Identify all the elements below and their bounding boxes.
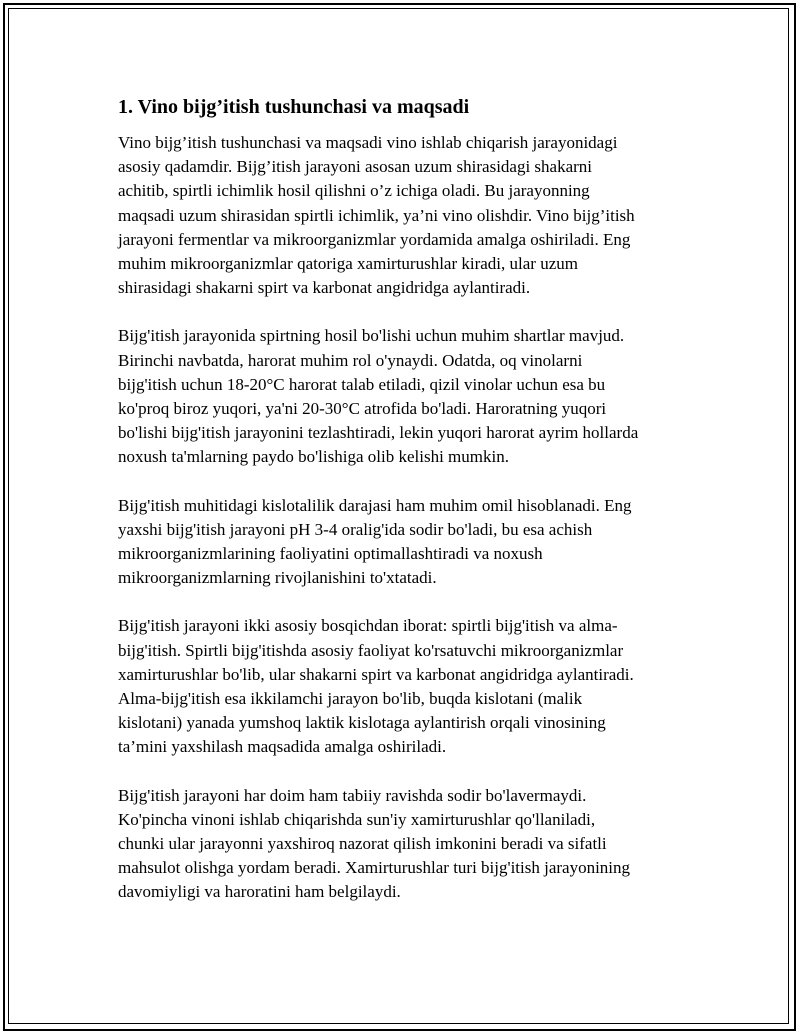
paragraph-line: Bijg'itish jarayoni ikki asosiy bosqichdan iborat: spirtli bijg'itish va alma-	[118, 616, 618, 636]
paragraph-line: Alma-bijg'itish esa ikkilamchi jarayon bo'lib, buqda kislotani (malik	[118, 689, 583, 709]
paragraph-3	[118, 494, 698, 591]
paragraph-line: maqsadi uzum shirasidan spirtli ichimlik, ya’ni vino olishdir. Vino bijg’itish	[118, 205, 635, 225]
paragraph-line: noxush ta'mlarning paydo bo'lishiga olib kelishi mumkin.	[118, 447, 509, 467]
paragraph-1	[118, 131, 698, 300]
paragraph-line: yaxshi bijg'itish jarayoni pH 3-4 oralig'ida sodir bo'ladi, bu esa achish	[118, 519, 593, 539]
paragraph-line: achitib, spirtli ichimlik hosil qilishni o’z ichiga oladi. Bu jarayonning	[118, 181, 590, 201]
paragraph-line: ta’mini yaxshilash maqsadida amalga oshiriladi.	[118, 737, 447, 757]
paragraph-line: muhim mikroorganizmlar qatoriga xamirturushlar kiradi, ular uzum	[118, 254, 578, 274]
paragraph-line: bo'lishi bijg'itish jarayonini tezlashtiradi, lekin yuqori harorat ayrim hollarda	[118, 423, 639, 443]
paragraph-line: Ko'pincha vinoni ishlab chiqarishda sun'iy xamirturushlar qo'llaniladi,	[118, 809, 596, 829]
paragraph-line: Bijg'itish jarayoni har doim ham tabiiy ravishda sodir bo'lavermaydi.	[118, 785, 587, 805]
paragraph-line: chunki ular jarayonni yaxshiroq nazorat qilish imkonini beradi va sifatli	[118, 834, 607, 854]
paragraph-5	[118, 784, 698, 905]
section-heading: 1. Vino bijg’itish tushunchasi va maqsadi	[118, 96, 470, 118]
paragraph-line: Bijg'itish jarayonida spirtning hosil bo'lishi uchun muhim shartlar mavjud.	[118, 326, 625, 346]
document-body	[118, 93, 698, 929]
paragraph-line: mahsulot olishga yordam beradi. Xamirturushlar turi bijg'itish jarayonining	[118, 858, 631, 878]
paragraph-line: xamirturushlar bo'lib, ular shakarni spirt va karbonat angidridga aylantiradi.	[118, 664, 634, 684]
paragraph-4	[118, 614, 698, 759]
paragraph-line: davomiyligi va haroratini ham belgilaydi.	[118, 882, 401, 902]
paragraph-line: bijg'itish. Spirtli bijg'itishda asosiy faoliyat ko'rsatuvchi mikroorganizmlar	[118, 640, 624, 660]
paragraph-line: shirasidagi shakarni spirt va karbonat angidridga aylantiradi.	[118, 278, 531, 298]
paragraph-line: Vino bijg’itish tushunchasi va maqsadi vino ishlab chiqarish jarayonidagi	[118, 133, 618, 152]
paragraph-line: ko'proq biroz yuqori, ya'ni 20-30°C atrofida bo'ladi. Haroratning yuqori	[118, 399, 607, 419]
paragraph-line: Birinchi navbatda, harorat muhim rol o'ynaydi. Odatda, oq vinolarni	[118, 350, 583, 370]
paragraph-line: mikroorganizmlarning rivojlanishini to'xtatadi.	[118, 568, 437, 588]
paragraph-line: bijg'itish uchun 18-20°C harorat talab etiladi, qizil vinolar uchun esa bu	[118, 374, 606, 394]
paragraph-line: Bijg'itish muhitidagi kislotalilik darajasi ham muhim omil hisoblanadi. Eng	[118, 495, 632, 515]
paragraph-line: jarayoni fermentlar va mikroorganizmlar yordamida amalga oshiriladi. Eng	[118, 229, 631, 249]
paragraph-line: asosiy qadamdir. Bijg’itish jarayoni asosan uzum shirasidagi shakarni	[118, 157, 593, 177]
paragraph-2	[118, 324, 698, 469]
paragraph-line: mikroorganizmlarining faoliyatini optimallashtiradi va noxush	[118, 544, 543, 564]
paragraph-line: kislotani) yanada yumshoq laktik kislotaga aylantirish orqali vinosining	[118, 713, 606, 733]
